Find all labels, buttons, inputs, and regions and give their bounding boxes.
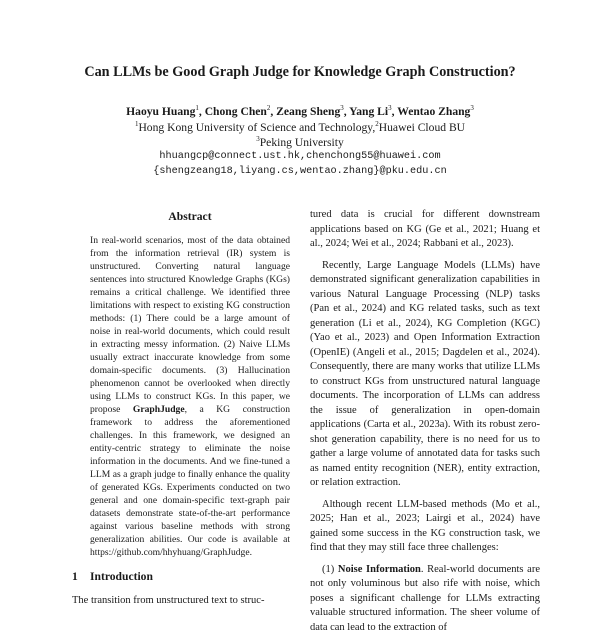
affiliation-text: Huawei Cloud BU: [378, 120, 466, 134]
affiliation-text: Peking University: [259, 135, 344, 149]
email-line: hhuangcp@connect.ust.hk,chenchong55@huawei.com: [159, 151, 441, 162]
affiliation-mark: 2: [266, 104, 271, 112]
author-name: Yang Li: [349, 104, 389, 118]
paragraph: Although recent LLM-based methods (Mo et al., 2025; Han et al., 2023; Lairgi et al., 2024) have gained some success in the KG construction task, we find that they may still face three challenges:: [310, 498, 540, 553]
affiliation-mark: 3: [340, 104, 344, 112]
affiliation-line: [40, 120, 560, 134]
email-line: {shengzeang18,liyang.cs,wentao.zhang}@pku.edu.cn: [153, 166, 447, 177]
paragraph: [310, 563, 540, 636]
affiliation-mark: 1: [134, 120, 139, 128]
affiliation-mark: 1: [195, 104, 199, 112]
author-name: Wentao Zhang: [397, 104, 471, 118]
affiliation-mark: 3: [388, 104, 392, 112]
section-title: Introduction: [90, 570, 153, 583]
affiliation-text: Hong Kong University of Science and Technology,: [138, 120, 376, 134]
introduction-first-line: The transition from unstructured text to struc-: [72, 595, 265, 606]
paragraph-text: . Real-world documents are not only voluminous but also rife with noise, which poses a significant challenge for LLMs extracting valuable structured information. The sheer volume of data can lead to the extraction of: [310, 563, 540, 633]
abstract-body: [90, 234, 290, 559]
list-label: (1): [322, 563, 338, 575]
abstract-text: , a KG construction framework to address the aforementioned challenges. In this framework, we designed an entity-centric strategy to eliminate the noise information in the documents. And we fine-tuned a LLM as a graph judge to finally enhance the quality of generated KGs. Experiments conducted on two general and one domain-specific text-graph pair datasets demonstrate state-of-the-art performance against various baseline methods with strong generalization abilities. Our code is available at https://github.com/hhyhuang/GraphJudge.: [90, 404, 290, 558]
right-column-text: [310, 208, 540, 642]
paper-title: Can LLMs be Good Graph Judge for Knowledge Graph Construction?: [84, 64, 516, 80]
paragraph: Recently, Large Language Models (LLMs) have demonstrated significant generalization capabilities in various Natural Language Processing (NLP) tasks (Pan et al., 2024) and KG related tasks, such as text generation (Li et al., 2024), KG Completion (KGC) (Yao et al., 2023) and Open Information Extraction (OpenIE) (Angeli et al., 2015; Dagdelen et al., 2024). Consequently, there are many works that utilize LLMs to construct KGs from unstructured natural language documents. The incorporation of LLMs can address the issue of generalization in open-domain applications (Carta et al., 2023a). With its robust zero-shot generation capability, there is no need for us to gather a large volume of annotated data for tasks such as named entity recognition (NER), entity extraction, or relation extraction.: [310, 259, 540, 488]
affiliation-mark: 2: [375, 120, 379, 128]
author-name: Zeang Sheng: [276, 104, 341, 118]
affiliation-mark: 3: [470, 104, 474, 112]
paragraph: tured data is crucial for different downstream applications based on KG (Ge et al., 2021; Huang et al., 2024; Wei et al., 2024; Rabbani et al., 2023).: [310, 209, 540, 249]
method-name: GraphJudge: [132, 404, 185, 415]
challenge-name: Noise Information: [337, 563, 421, 575]
abstract-heading: Abstract: [168, 210, 212, 223]
affiliation-mark: 3: [256, 135, 260, 143]
affiliation-line: [40, 135, 560, 149]
author-name: Chong Chen: [204, 104, 267, 118]
author-name: Haoyu Huang: [126, 104, 196, 118]
abstract-text: In real-world scenarios, most of the data obtained from the information retrieval (IR) system is unstructured. Converting natural language sentences into structured Knowledge Graphs (KGs) remains a critical challenge. We identified three limitations with respect to existing KG construction methods: (1) There could be a large amount of noise in real-world documents, which could result in extracting messy information. (2) Naive LLMs usually extract inaccurate knowledge from some domain-specific documents. (3) Hallucination phenomenon cannot be overlooked when directly using LLMs to construct KGs. In this paper, we propose: [90, 235, 290, 415]
section-number: 1: [72, 570, 78, 583]
section-heading-introduction: [72, 570, 302, 583]
author-list: Haoyu Huang$^1$, Chong Chen$^2$, Zeang Sheng$^3$, Yang Li$^3$, Wentao Zhang$^3$: [126, 104, 474, 118]
